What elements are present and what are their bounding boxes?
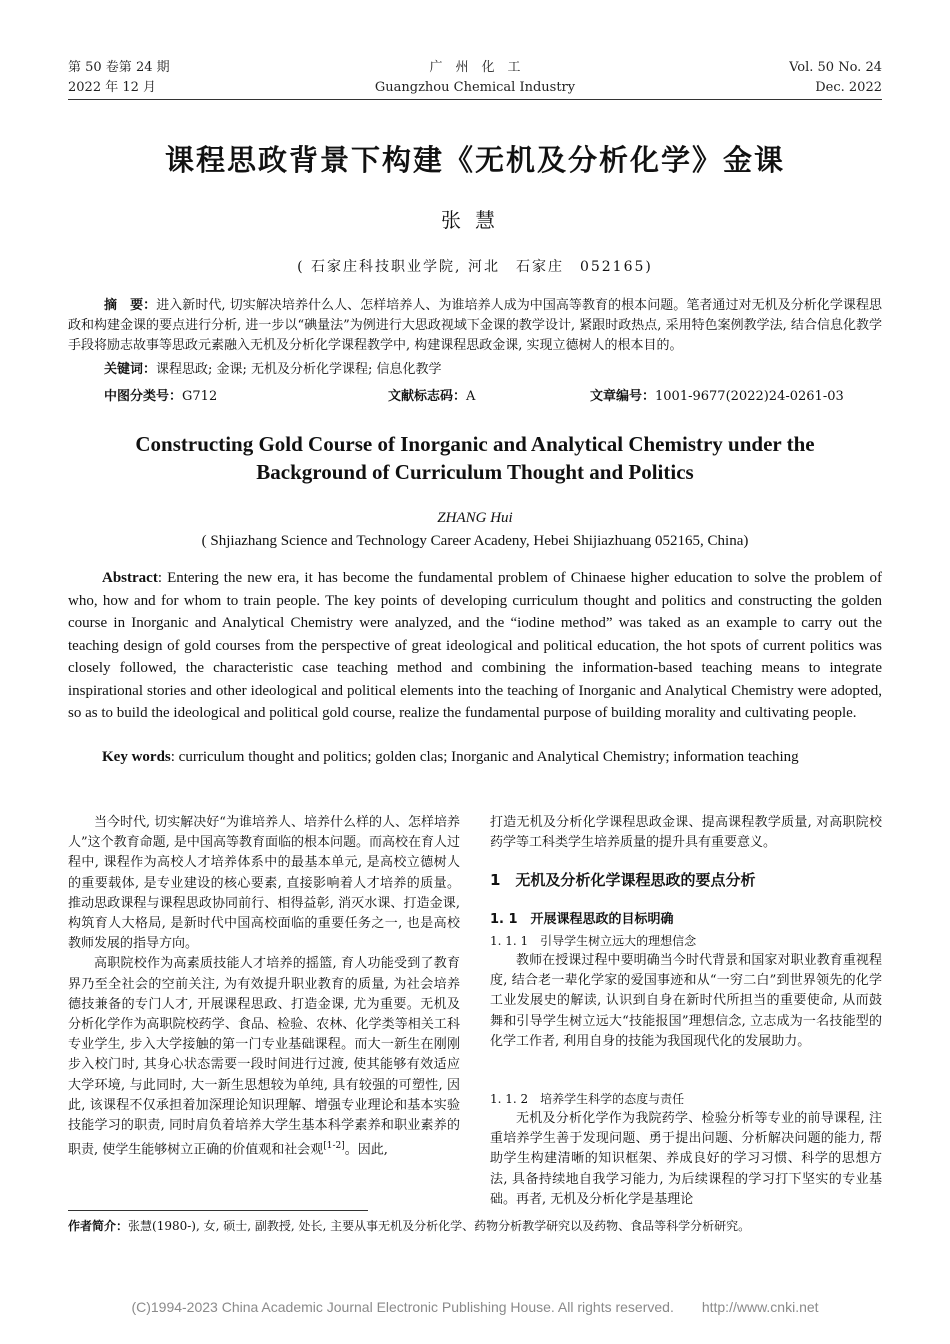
abstract-en-label: Abstract bbox=[102, 570, 158, 586]
keywords-label: 关键词： bbox=[104, 362, 157, 377]
document-code bbox=[388, 387, 475, 407]
body-paragraph-text: 高职院校作为高素质技能人才培养的摇篮, 育人功能受到了教育界乃至全社会的空前关注, 为有效提升职业教育的质量, 为社会培养德技兼备的专门人才, 开展课程思政、打造金课, 尤为重要。无机及分析化学作为高职院校药学、食品、检验、农林、化学类等相关工科专业学生, 步入大学接触的第一门专业基础课程。而大一新生在刚刚步入校门时, 其身心状态需要一段时间进行过渡, 使其能够有效适应大学环境, 与此同时, 大一新生思想较为单纯, 具有较强的可塑性, 因此, 该课程不仅承担着加深理论知识理解、增强专业理论和基本实验技能学习的职责, 同时肩负着培养大学生基本科学素养和职业素养的职责, 使学生能够树立正确的价值观和社会观 bbox=[68, 956, 460, 1158]
section-1-1-1-body bbox=[490, 951, 882, 1052]
body-left-column bbox=[68, 813, 460, 1161]
publication-date-en: Dec. 2022 bbox=[815, 80, 882, 95]
paper-title: 课程思政背景下构建《无机及分析化学》金课 bbox=[164, 143, 785, 177]
body-paragraph bbox=[68, 954, 460, 1160]
abstract-cn bbox=[68, 296, 882, 356]
body-right-column-intro bbox=[490, 813, 882, 853]
keywords-en-text: : curriculum thought and politics; golden clas; Inorganic and Analytical Chemistry; information teaching bbox=[170, 749, 799, 765]
clc-value: G712 bbox=[182, 389, 218, 404]
keywords-cn bbox=[104, 360, 442, 380]
section-heading-1-1-2: 1. 1. 2 培养学生科学的态度与责任 bbox=[490, 1092, 685, 1106]
doc-code-value: A bbox=[466, 389, 476, 404]
body-paragraph-end: 。因此, bbox=[344, 1142, 388, 1158]
body-paragraph: 打造无机及分析化学课程思政金课、提高课程教学质量, 对高职院校药学等工科类学生培养质量的提升具有重要意义。 bbox=[490, 815, 882, 851]
footnote-text: 张慧(1980-), 女, 硕士, 副教授, 处长, 主要从事无机及分析化学、药物分析教学研究以及药物、食品等科学分析研究。 bbox=[128, 1219, 751, 1233]
keywords-en bbox=[68, 746, 882, 769]
abstract-en bbox=[68, 567, 882, 725]
doc-code-label: 文献标志码： bbox=[388, 389, 467, 404]
english-affiliation: ( Shjiazhang Science and Technology Career Acadeny, Hebei Shijiazhuang 052165, China) bbox=[201, 533, 749, 549]
english-title bbox=[0, 430, 950, 486]
author-affiliation: ( 石家庄科技职业学院, 河北 石家庄 052165) bbox=[297, 259, 653, 275]
article-number bbox=[590, 387, 844, 407]
publication-date: 2022 年 12 月 bbox=[68, 80, 157, 95]
article-number-label: 文章编号： bbox=[590, 389, 656, 404]
footnote-divider bbox=[68, 1210, 368, 1211]
header-divider bbox=[68, 99, 882, 100]
clc-label: 中图分类号： bbox=[104, 389, 183, 404]
section-heading-1: 1 无机及分析化学课程思政的要点分析 bbox=[490, 871, 756, 889]
journal-name-en: Guangzhou Chemical Industry bbox=[374, 80, 576, 95]
clc-number bbox=[104, 387, 217, 407]
english-title-line2: Background of Curriculum Thought and Politics bbox=[256, 460, 694, 484]
section-heading-1-1-1: 1. 1. 1 引导学生树立远大的理想信念 bbox=[490, 934, 697, 948]
author-bio-footnote bbox=[68, 1216, 750, 1236]
body-paragraph: 无机及分析化学作为我院药学、检验分析等专业的前导课程, 注重培养学生善于发现问题、勇于提出问题、分析解决问题的能力, 帮助学生构建清晰的知识框架、养成良好的学习习惯、科学的思想方法, 具备持续地自我学习能力, 为后续课程的学习打下坚实的专业基础。再者, 无机及分析化学是基理论 bbox=[490, 1111, 882, 1207]
author-name: 张慧 bbox=[441, 208, 509, 232]
abstract-en-text: : Entering the new era, it has become the fundamental problem of Chinaese higher education to solve the problem of who, how and for whom to train people. The key points of developing curriculum thought and politics and constructing the golden course in Inorganic and Analytical Chemistry were analyzed, and the “iodine method” was taked as an example to carry out the teaching design of gold courses from the perspective of great ideological and political education, the hot spots of current politics was closely followed, the characteristic case teaching method and combining the information-based teaching means to integrate inspirational stories and other ideological and political elements into the teaching of Inorganic and Analytical Chemistry were adopted, so as to build the ideological and political gold course, realize the fundamental purpose of building morality and cultivating people. bbox=[68, 570, 882, 721]
english-title-line1: Constructing Gold Course of Inorganic and Analytical Chemistry under the bbox=[135, 432, 815, 456]
body-paragraph: 教师在授课过程中要明确当今时代背景和国家对职业教育重视程度, 结合老一辈化学家的爱国事迹和从“一穷二白”到世界领先的化学工业发展史的解读, 认识到自身在新时代所担当的重要使命, 从而鼓舞和引导学生树立远大“技能报国”理想信念, 立志成为一名技能型的化学工作者, 利用自身的技能为我国现代化的发展助力。 bbox=[490, 953, 882, 1049]
citation: [1-2] bbox=[323, 1141, 345, 1152]
section-1-1-2-body bbox=[490, 1109, 882, 1210]
keywords-text: 课程思政; 金课; 无机及分析化学课程; 信息化教学 bbox=[156, 362, 442, 377]
article-number-value: 1001-9677(2022)24-0261-03 bbox=[655, 389, 844, 404]
abstract-label: 摘 要： bbox=[104, 298, 157, 313]
volume-issue: 第 50 卷第 24 期 bbox=[68, 60, 170, 75]
copyright-notice: (C)1994-2023 China Academic Journal Electronic Publishing House. All rights reserved. http://www.cnki.net bbox=[131, 1299, 819, 1315]
volume-issue-en: Vol. 50 No. 24 bbox=[789, 60, 882, 75]
journal-name-cn: 广 州 化 工 bbox=[429, 60, 521, 75]
section-heading-1-1: 1. 1 开展课程思政的目标明确 bbox=[490, 912, 674, 927]
body-paragraph: 当今时代, 切实解决好“为谁培养人、培养什么样的人、怎样培养人”这个教育命题, 是中国高等教育面临的根本问题。而高校在育人过程中, 课程作为高校人才培养体系中的最基本单元, 是高校立德树人的重要载体, 是专业建设的核心要素, 直接影响着人才培养的质量。推动思政课程与课程思政协同前行、相得益彰, 消灭水课、打造金课, 构筑育人大格局, 是新时代中国高校面临的重要任务之一, 也是高校教师发展的指导方向。 bbox=[68, 815, 460, 952]
footnote-label: 作者简介： bbox=[68, 1219, 129, 1233]
running-header-right bbox=[789, 58, 882, 98]
abstract-text: 进入新时代, 切实解决培养什么人、怎样培养人、为谁培养人成为中国高等教育的根本问题。笔者通过对无机及分析化学课程思政和构建金课的要点进行分析, 进一步以“碘量法”为例进行大思政视域下金课的教学设计, 紧跟时政热点, 采用特色案例教学法, 结合信息化教学手段将励志故事等思政元素融入无机及分析化学课程教学中, 构建课程思政金课, 实现立德树人的根本目的。 bbox=[68, 298, 882, 353]
keywords-en-label: Key words bbox=[102, 749, 171, 765]
english-author: ZHANG Hui bbox=[437, 510, 513, 526]
